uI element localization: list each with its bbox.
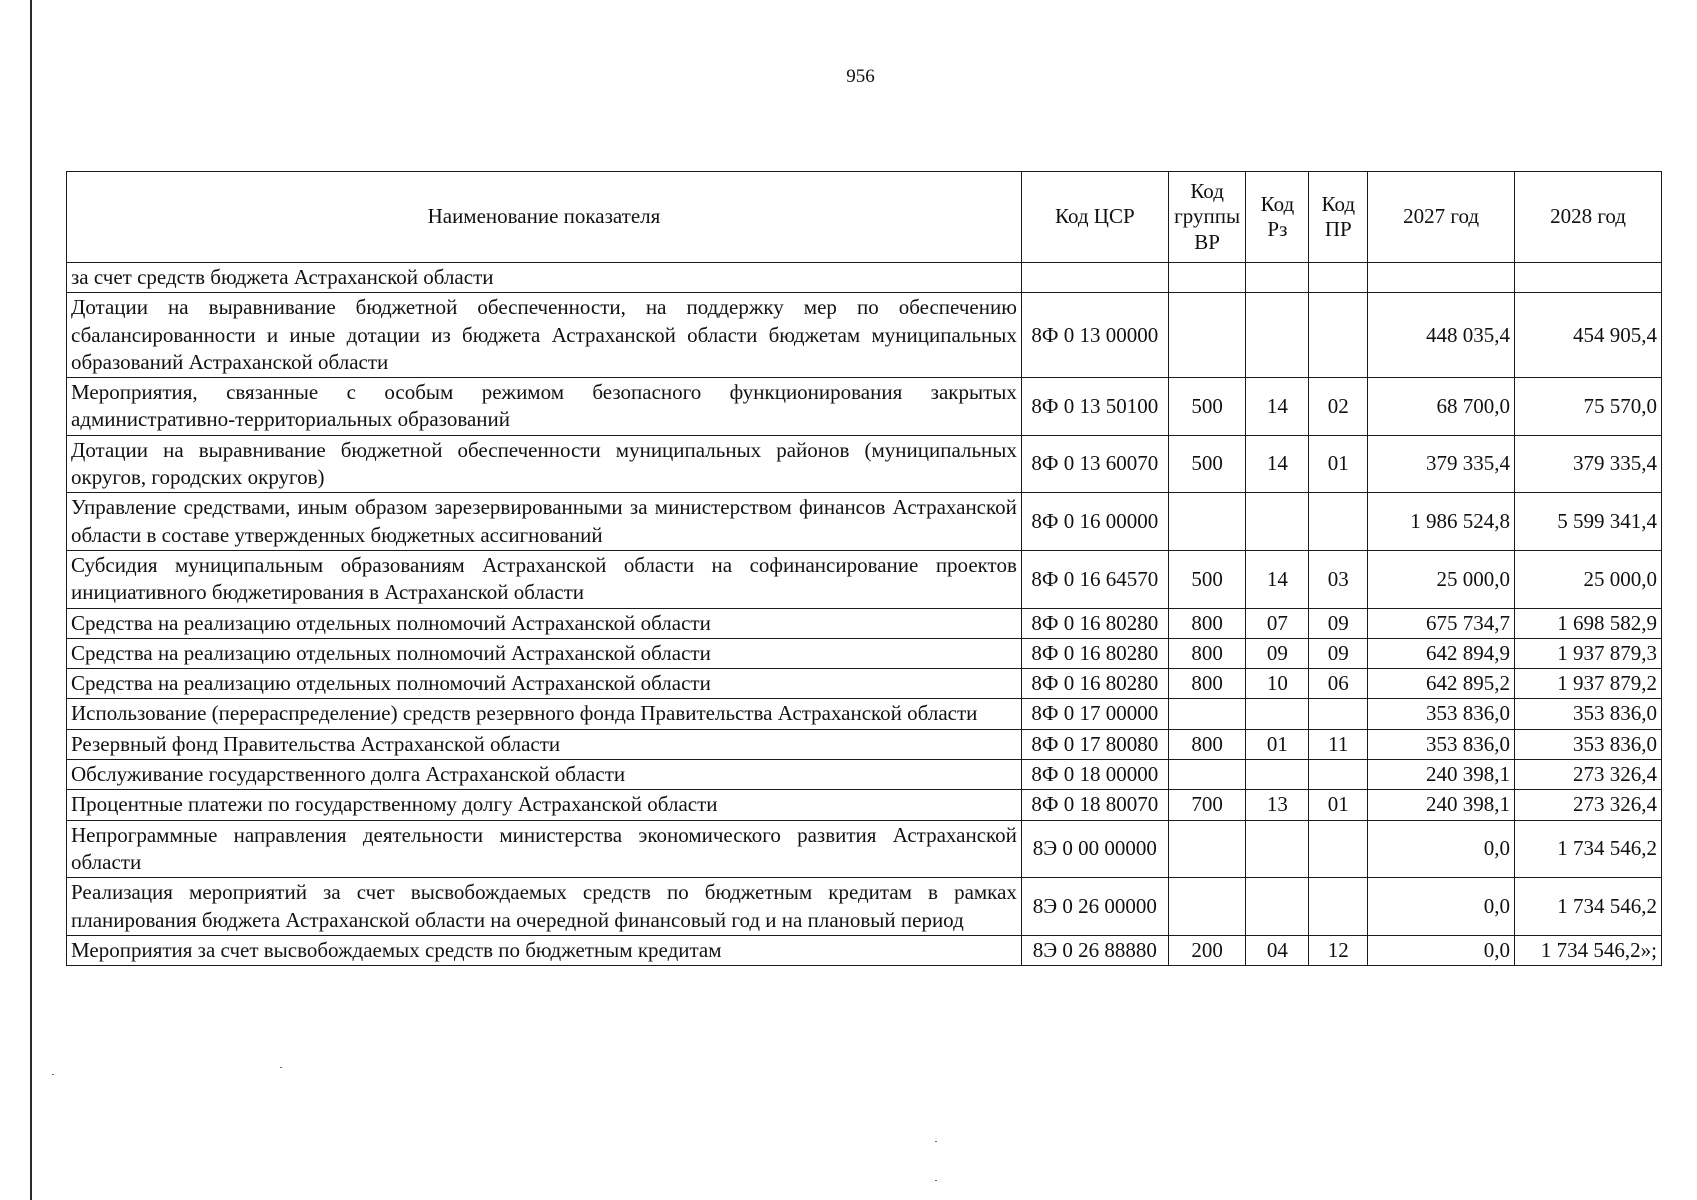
table-row xyxy=(67,760,1662,790)
cell-pr: 09 xyxy=(1309,608,1368,638)
cell-csr xyxy=(1021,263,1168,293)
cell-vr: 800 xyxy=(1168,729,1246,759)
cell-name: Непрограммные направления деятельности министерства экономического развития Астраханской области xyxy=(67,820,1022,878)
cell-pr xyxy=(1309,820,1368,878)
cell-name: Средства на реализацию отдельных полномочий Астраханской области xyxy=(67,638,1022,668)
cell-csr: 8Ф 0 16 80280 xyxy=(1021,638,1168,668)
cell-csr: 8Ф 0 17 80080 xyxy=(1021,729,1168,759)
cell-csr: 8Ф 0 16 64570 xyxy=(1021,550,1168,608)
cell-name: за счет средств бюджета Астраханской области xyxy=(67,263,1022,293)
cell-pr: 06 xyxy=(1309,669,1368,699)
cell-name: Процентные платежи по государственному долгу Астраханской области xyxy=(67,790,1022,820)
cell-rz xyxy=(1246,293,1309,378)
cell-vr xyxy=(1168,293,1246,378)
cell-csr: 8Ф 0 13 00000 xyxy=(1021,293,1168,378)
cell-pr: 03 xyxy=(1309,550,1368,608)
cell-vr xyxy=(1168,760,1246,790)
table-row xyxy=(67,935,1662,965)
cell-csr: 8Ф 0 18 80070 xyxy=(1021,790,1168,820)
cell-csr: 8Э 0 26 88880 xyxy=(1021,935,1168,965)
table-row xyxy=(67,435,1662,493)
cell-vr xyxy=(1168,263,1246,293)
cell-2028: 75 570,0 xyxy=(1515,378,1662,436)
cell-rz: 14 xyxy=(1246,550,1309,608)
page-number: 956 xyxy=(846,66,875,87)
cell-name: Мероприятия, связанные с особым режимом безопасного функционирования закрытых административно-территориальных образований xyxy=(67,378,1022,436)
table-row xyxy=(67,878,1662,936)
cell-csr: 8Ф 0 16 80280 xyxy=(1021,608,1168,638)
cell-rz xyxy=(1246,263,1309,293)
cell-2027: 25 000,0 xyxy=(1368,550,1515,608)
cell-2028: 1 734 546,2»; xyxy=(1515,935,1662,965)
header-vr: Код группы ВР xyxy=(1168,172,1246,263)
cell-csr: 8Ф 0 13 60070 xyxy=(1021,435,1168,493)
cell-csr: 8Ф 0 17 00000 xyxy=(1021,699,1168,729)
cell-2027: 642 894,9 xyxy=(1368,638,1515,668)
cell-vr: 500 xyxy=(1168,550,1246,608)
cell-2027: 1 986 524,8 xyxy=(1368,493,1515,551)
header-2028: 2028 год xyxy=(1515,172,1662,263)
table-row xyxy=(67,378,1662,436)
cell-2028: 273 326,4 xyxy=(1515,760,1662,790)
cell-2027 xyxy=(1368,263,1515,293)
cell-rz xyxy=(1246,493,1309,551)
cell-2027: 240 398,1 xyxy=(1368,760,1515,790)
cell-pr: 11 xyxy=(1309,729,1368,759)
table-row xyxy=(67,550,1662,608)
table-row xyxy=(67,790,1662,820)
cell-2027: 675 734,7 xyxy=(1368,608,1515,638)
cell-name: Дотации на выравнивание бюджетной обеспеченности, на поддержку мер по обеспечению сбалансированности и иные дотации из бюджета Астраханской области бюджетам муниципальных образований Астраханской области xyxy=(67,293,1022,378)
cell-vr xyxy=(1168,493,1246,551)
cell-name: Дотации на выравнивание бюджетной обеспеченности муниципальных районов (муниципальных округов, городских округов) xyxy=(67,435,1022,493)
table-row xyxy=(67,729,1662,759)
cell-2027: 0,0 xyxy=(1368,820,1515,878)
scan-speck xyxy=(935,1141,937,1142)
cell-pr: 01 xyxy=(1309,435,1368,493)
cell-vr: 200 xyxy=(1168,935,1246,965)
cell-name: Использование (перераспределение) средств резервного фонда Правительства Астраханской области xyxy=(67,699,1022,729)
table-header xyxy=(67,172,1662,263)
cell-csr: 8Ф 0 18 00000 xyxy=(1021,760,1168,790)
cell-2028: 25 000,0 xyxy=(1515,550,1662,608)
cell-rz xyxy=(1246,820,1309,878)
cell-2027: 240 398,1 xyxy=(1368,790,1515,820)
cell-2027: 0,0 xyxy=(1368,935,1515,965)
header-csr: Код ЦСР xyxy=(1021,172,1168,263)
cell-rz: 04 xyxy=(1246,935,1309,965)
cell-2027: 353 836,0 xyxy=(1368,729,1515,759)
cell-pr xyxy=(1309,699,1368,729)
scan-speck xyxy=(935,1180,937,1181)
cell-2027: 642 895,2 xyxy=(1368,669,1515,699)
cell-pr: 09 xyxy=(1309,638,1368,668)
cell-2028 xyxy=(1515,263,1662,293)
cell-rz: 10 xyxy=(1246,669,1309,699)
cell-csr: 8Ф 0 16 80280 xyxy=(1021,669,1168,699)
cell-name: Средства на реализацию отдельных полномочий Астраханской области xyxy=(67,669,1022,699)
cell-2028: 1 698 582,9 xyxy=(1515,608,1662,638)
cell-rz: 13 xyxy=(1246,790,1309,820)
cell-vr: 800 xyxy=(1168,638,1246,668)
binding-edge-line xyxy=(30,0,32,1200)
cell-2027: 0,0 xyxy=(1368,878,1515,936)
cell-csr: 8Ф 0 13 50100 xyxy=(1021,378,1168,436)
header-pr: Код ПР xyxy=(1309,172,1368,263)
cell-2027: 353 836,0 xyxy=(1368,699,1515,729)
cell-rz: 09 xyxy=(1246,638,1309,668)
cell-2028: 1 734 546,2 xyxy=(1515,878,1662,936)
cell-name: Мероприятия за счет высвобождаемых средств по бюджетным кредитам xyxy=(67,935,1022,965)
scan-speck xyxy=(52,1074,54,1075)
cell-vr xyxy=(1168,699,1246,729)
cell-pr: 01 xyxy=(1309,790,1368,820)
cell-pr xyxy=(1309,293,1368,378)
budget-table xyxy=(66,171,1662,966)
header-rz: Код Рз xyxy=(1246,172,1309,263)
cell-2028: 454 905,4 xyxy=(1515,293,1662,378)
table-row xyxy=(67,493,1662,551)
table-row xyxy=(67,293,1662,378)
cell-vr: 500 xyxy=(1168,378,1246,436)
cell-pr xyxy=(1309,263,1368,293)
cell-2028: 1 734 546,2 xyxy=(1515,820,1662,878)
cell-2028: 5 599 341,4 xyxy=(1515,493,1662,551)
scan-speck xyxy=(280,1067,282,1068)
cell-2028: 273 326,4 xyxy=(1515,790,1662,820)
table-row xyxy=(67,699,1662,729)
cell-rz: 07 xyxy=(1246,608,1309,638)
cell-csr: 8Ф 0 16 00000 xyxy=(1021,493,1168,551)
cell-vr: 800 xyxy=(1168,608,1246,638)
header-name: Наименование показателя xyxy=(67,172,1022,263)
cell-csr: 8Э 0 00 00000 xyxy=(1021,820,1168,878)
header-row xyxy=(67,172,1662,263)
cell-2028: 1 937 879,2 xyxy=(1515,669,1662,699)
cell-2028: 353 836,0 xyxy=(1515,699,1662,729)
cell-2028: 1 937 879,3 xyxy=(1515,638,1662,668)
cell-vr: 800 xyxy=(1168,669,1246,699)
table-row xyxy=(67,820,1662,878)
cell-vr xyxy=(1168,820,1246,878)
table-row xyxy=(67,638,1662,668)
table-row xyxy=(67,263,1662,293)
cell-pr xyxy=(1309,878,1368,936)
cell-csr: 8Э 0 26 00000 xyxy=(1021,878,1168,936)
cell-vr: 700 xyxy=(1168,790,1246,820)
cell-2028: 379 335,4 xyxy=(1515,435,1662,493)
cell-rz xyxy=(1246,760,1309,790)
table-body xyxy=(67,263,1662,966)
cell-rz: 14 xyxy=(1246,378,1309,436)
cell-name: Субсидия муниципальным образованиям Астраханской области на софинансирование проектов инициативного бюджетирования в Астраханской области xyxy=(67,550,1022,608)
cell-name: Резервный фонд Правительства Астраханской области xyxy=(67,729,1022,759)
cell-pr: 02 xyxy=(1309,378,1368,436)
cell-name: Реализация мероприятий за счет высвобождаемых средств по бюджетным кредитам в рамках планирования бюджета Астраханской области на очередной финансовый год и на плановый период xyxy=(67,878,1022,936)
cell-name: Средства на реализацию отдельных полномочий Астраханской области xyxy=(67,608,1022,638)
cell-2028: 353 836,0 xyxy=(1515,729,1662,759)
cell-2027: 379 335,4 xyxy=(1368,435,1515,493)
cell-pr xyxy=(1309,760,1368,790)
cell-name: Управление средствами, иным образом зарезервированными за министерством финансов Астраханской области в составе утвержденных бюджетных ассигнований xyxy=(67,493,1022,551)
cell-rz xyxy=(1246,878,1309,936)
header-2027: 2027 год xyxy=(1368,172,1515,263)
cell-vr: 500 xyxy=(1168,435,1246,493)
cell-2027: 68 700,0 xyxy=(1368,378,1515,436)
cell-vr xyxy=(1168,878,1246,936)
cell-rz xyxy=(1246,699,1309,729)
table-row xyxy=(67,669,1662,699)
cell-name: Обслуживание государственного долга Астраханской области xyxy=(67,760,1022,790)
cell-rz: 01 xyxy=(1246,729,1309,759)
table-row xyxy=(67,608,1662,638)
cell-2027: 448 035,4 xyxy=(1368,293,1515,378)
cell-pr: 12 xyxy=(1309,935,1368,965)
cell-rz: 14 xyxy=(1246,435,1309,493)
cell-pr xyxy=(1309,493,1368,551)
